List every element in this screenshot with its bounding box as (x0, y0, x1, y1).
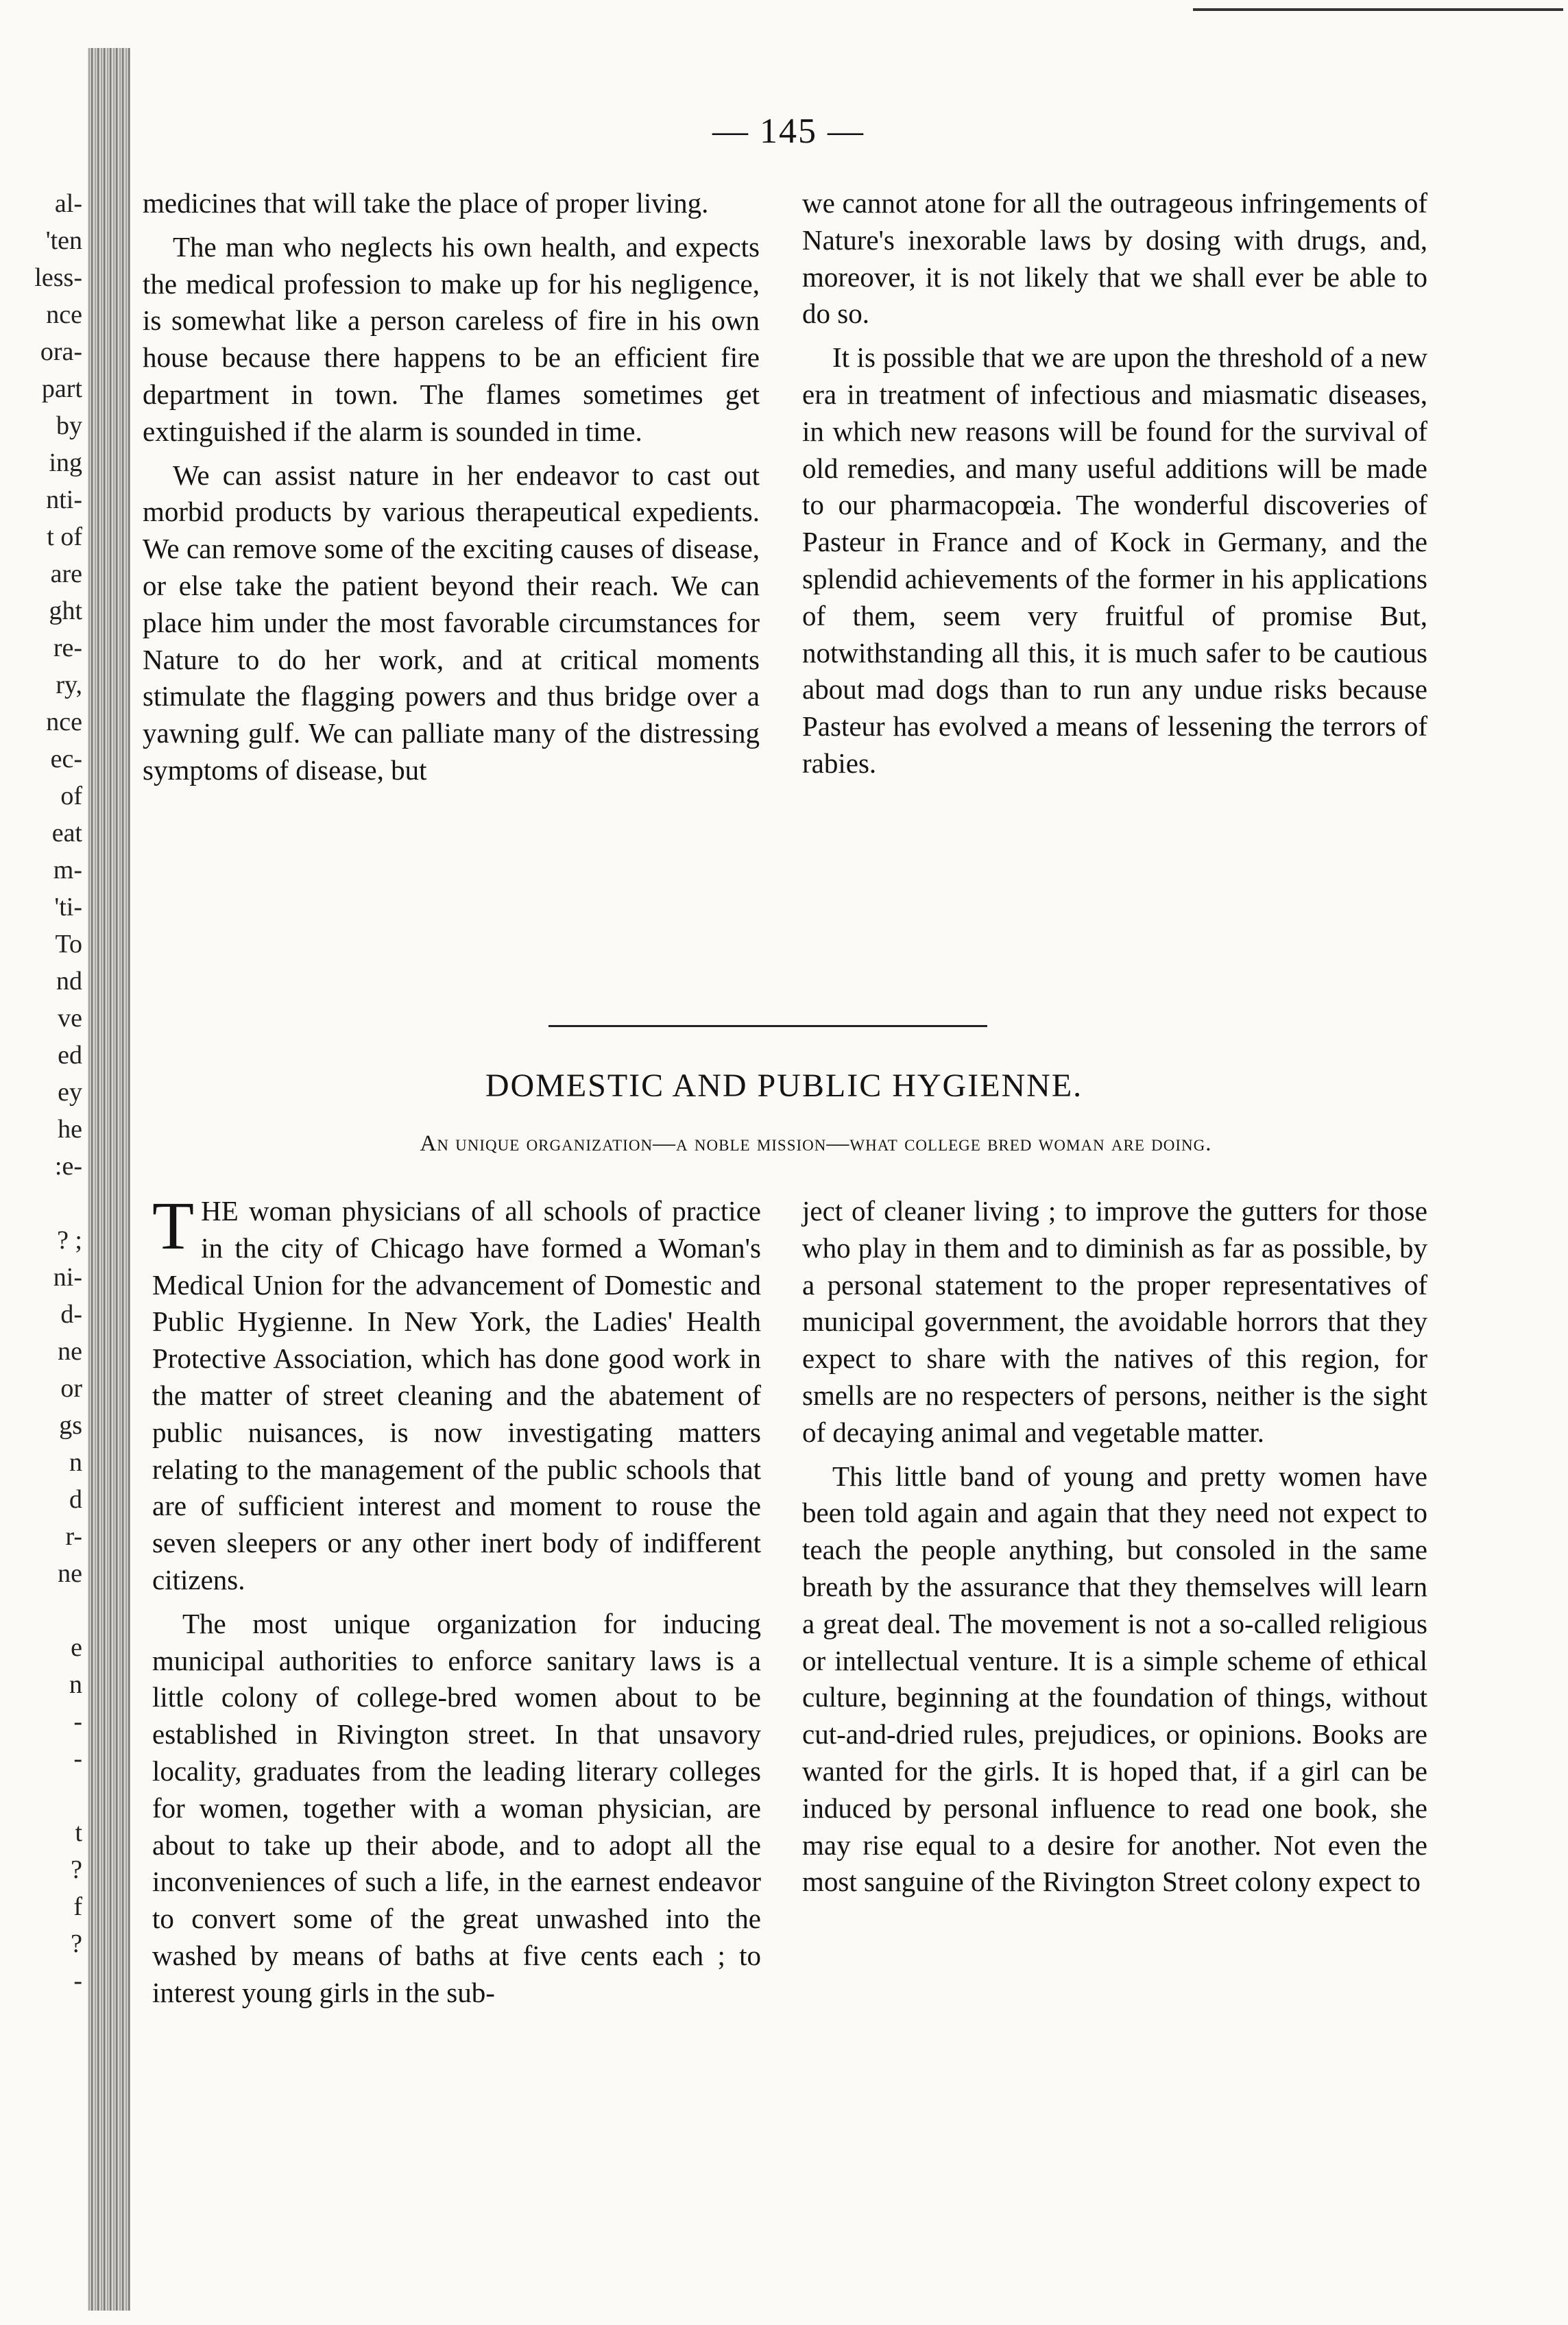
margin-fragment: e (71, 1633, 82, 1662)
margin-fragment: ? ; (57, 1226, 82, 1255)
margin-fragment: ght (49, 597, 82, 625)
margin-fragment: ing (49, 448, 82, 477)
margin-fragment: n (69, 1448, 82, 1477)
margin-fragment: nce (46, 708, 82, 736)
margin-fragment: :e- (54, 1152, 82, 1181)
paragraph: The man who neglects his own health, and expects the medical profession to make up for his negligence, is somewhat like a person careless of fire in his own house because there happens to be an efficient fire department in town. The flames sometimes get extinguished if the alarm is sounded in time. (143, 230, 760, 447)
left-margin-fragments (21, 185, 82, 1999)
margin-fragment: ey (58, 1078, 82, 1107)
margin-fragment: t of (47, 522, 82, 551)
top-edge-rule (1193, 8, 1563, 11)
margin-fragment: nce (46, 300, 82, 329)
margin-fragment (21, 1592, 82, 1629)
page-binding-edge (88, 48, 130, 2311)
margin-fragment: ? (71, 1855, 82, 1884)
margin-fragment: gs (59, 1411, 82, 1440)
margin-fragment: ne (58, 1337, 82, 1366)
margin-fragment: ora- (40, 337, 82, 366)
margin-fragment: - (73, 1966, 82, 1995)
margin-fragment: or (60, 1374, 82, 1403)
paragraph: It is possible that we are upon the threshold of a new era in treatment of infectious and miasmatic diseases, in which new reasons will be found for the survival of old remedies, and many useful additions will be made to our pharmacopœia. The wonderful discoveries of Pasteur in France and of Kock in Germany, and the splendid achievements of the former in his applications of them, seem very fruitful of promise But, notwithstanding all this, it is much safer to be cautious about mad dogs than to run any undue risks because Pasteur has evolved a means of lessening the terrors of rabies. (802, 341, 1427, 779)
article-title: DOMESTIC AND PUBLIC HYGIENNE. (485, 1068, 1083, 1104)
margin-fragment: 'ti- (54, 893, 82, 921)
paragraph: we cannot atone for all the outrageous infringements of Nature's inexorable laws by dosing with drugs, and, moreover, it is not likely that we shall ever be able to do so. (802, 187, 1427, 330)
margin-fragment: ry, (56, 671, 82, 699)
margin-fragment: d (69, 1485, 82, 1514)
margin-fragment: ne (58, 1559, 82, 1588)
margin-fragment: 'ten (45, 226, 82, 255)
margin-fragment: part (41, 374, 82, 403)
paragraph: ject of cleaner living ; to improve the gutters for those who play in them and to diminish as far as possible, by a personal statement to the proper representatives of municipal government, the avoidable horrors that they expect to share with the natives of this region, for smells are no respecters of persons, neither is the sight of decaying animal and vegetable matter. (802, 1195, 1427, 1448)
margin-fragment: r- (65, 1522, 82, 1551)
margin-fragment: m- (53, 856, 82, 884)
margin-fragment: To (55, 930, 82, 959)
margin-fragment: ni- (53, 1263, 82, 1292)
margin-fragment: he (58, 1115, 82, 1144)
margin-fragment: nti- (46, 485, 82, 514)
paragraph (152, 1188, 761, 1599)
margin-fragment: re- (53, 634, 82, 662)
paragraph: The most unique organization for inducing municipal authorities to enforce sanitary laws is a little colony of college-bred women about to be established in Rivington street. In that unsavory locality, graduates from the leading literary colleges for women, together with a woman physician, are about to take up their abode, and to adopt all the inconveniences of such a life, in the earnest endeavor to convert some of the great unwashed into the washed by means of baths at five cents each ; to interest young girls in the sub- (152, 1607, 761, 2008)
paragraph: This little band of young and pretty women have been told again and again that they need not expect to teach the people anything, but consoled in the same breath by the assurance that they themselves will learn a great deal. The movement is not a so-called religious or intellectual venture. It is a simple scheme of ethical culture, beginning at the foundation of things, without cut-and-dried rules, prejudices, or opinions. Books are wanted for the girls. It is hoped that, if a girl can be induced by personal influence to read one book, she may rise equal to a desire for another. Not even the most sanguine of the Rivington Street colony expect to (802, 1460, 1427, 1898)
margin-fragment: - (73, 1707, 82, 1736)
margin-fragment: nd (56, 967, 82, 996)
margin-fragment: d- (60, 1300, 82, 1329)
article-left-column (152, 1188, 761, 2012)
page-number: — 145 — (712, 112, 865, 151)
paragraph-text: HE woman physicians of all schools of practice in the city of Chicago have formed a Woman's Medical Union for the advancement of Domestic and Public Hygienne. In New York, the Ladies' Health Protective Association, which has done good work in the matter of street cleaning and the abatement of public nuisances, is now investigating matters relating to the management of the public schools that are of sufficient interest and moment to rouse the seven sleepers or any other inert body of indifferent citizens. (152, 1195, 761, 1595)
margin-fragment (21, 1185, 82, 1222)
article-subtitle: An unique organization—a noble mission—what college bred woman are doing. (420, 1131, 1212, 1156)
margin-fragment: t (75, 1818, 82, 1847)
margin-fragment: are (50, 559, 82, 588)
margin-fragment: ed (58, 1041, 82, 1070)
margin-fragment: ve (58, 1004, 82, 1033)
margin-fragment: less- (34, 263, 82, 292)
margin-fragment: ec- (50, 745, 82, 773)
paragraph: We can assist nature in her endeavor to cast out morbid products by various therapeutical expedients. We can remove some of the exciting causes of disease, or else take the patient beyond their reach. We can place him under the most favorable circumstances for Nature to do her work, and at critical moments stimulate the flagging powers and thus bridge over a yawning gulf. We can palliate many of the distressing symptoms of disease, but (143, 459, 760, 786)
article-right-column (802, 1193, 1427, 1901)
margin-fragment: al- (54, 189, 82, 218)
paragraph: medicines that will take the place of proper living. (143, 187, 709, 219)
margin-fragment: of (60, 782, 82, 810)
margin-fragment (21, 1777, 82, 1814)
top-article-left-column (143, 185, 760, 789)
margin-fragment: n (69, 1670, 82, 1699)
top-article-right-column (802, 185, 1427, 782)
margin-fragment: - (73, 1744, 82, 1773)
section-divider (548, 1025, 987, 1027)
drop-cap: T (152, 1188, 195, 1264)
margin-fragment: ? (71, 1929, 82, 1958)
margin-fragment: eat (51, 819, 82, 847)
margin-fragment: f (73, 1892, 82, 1921)
margin-fragment: by (56, 411, 82, 440)
